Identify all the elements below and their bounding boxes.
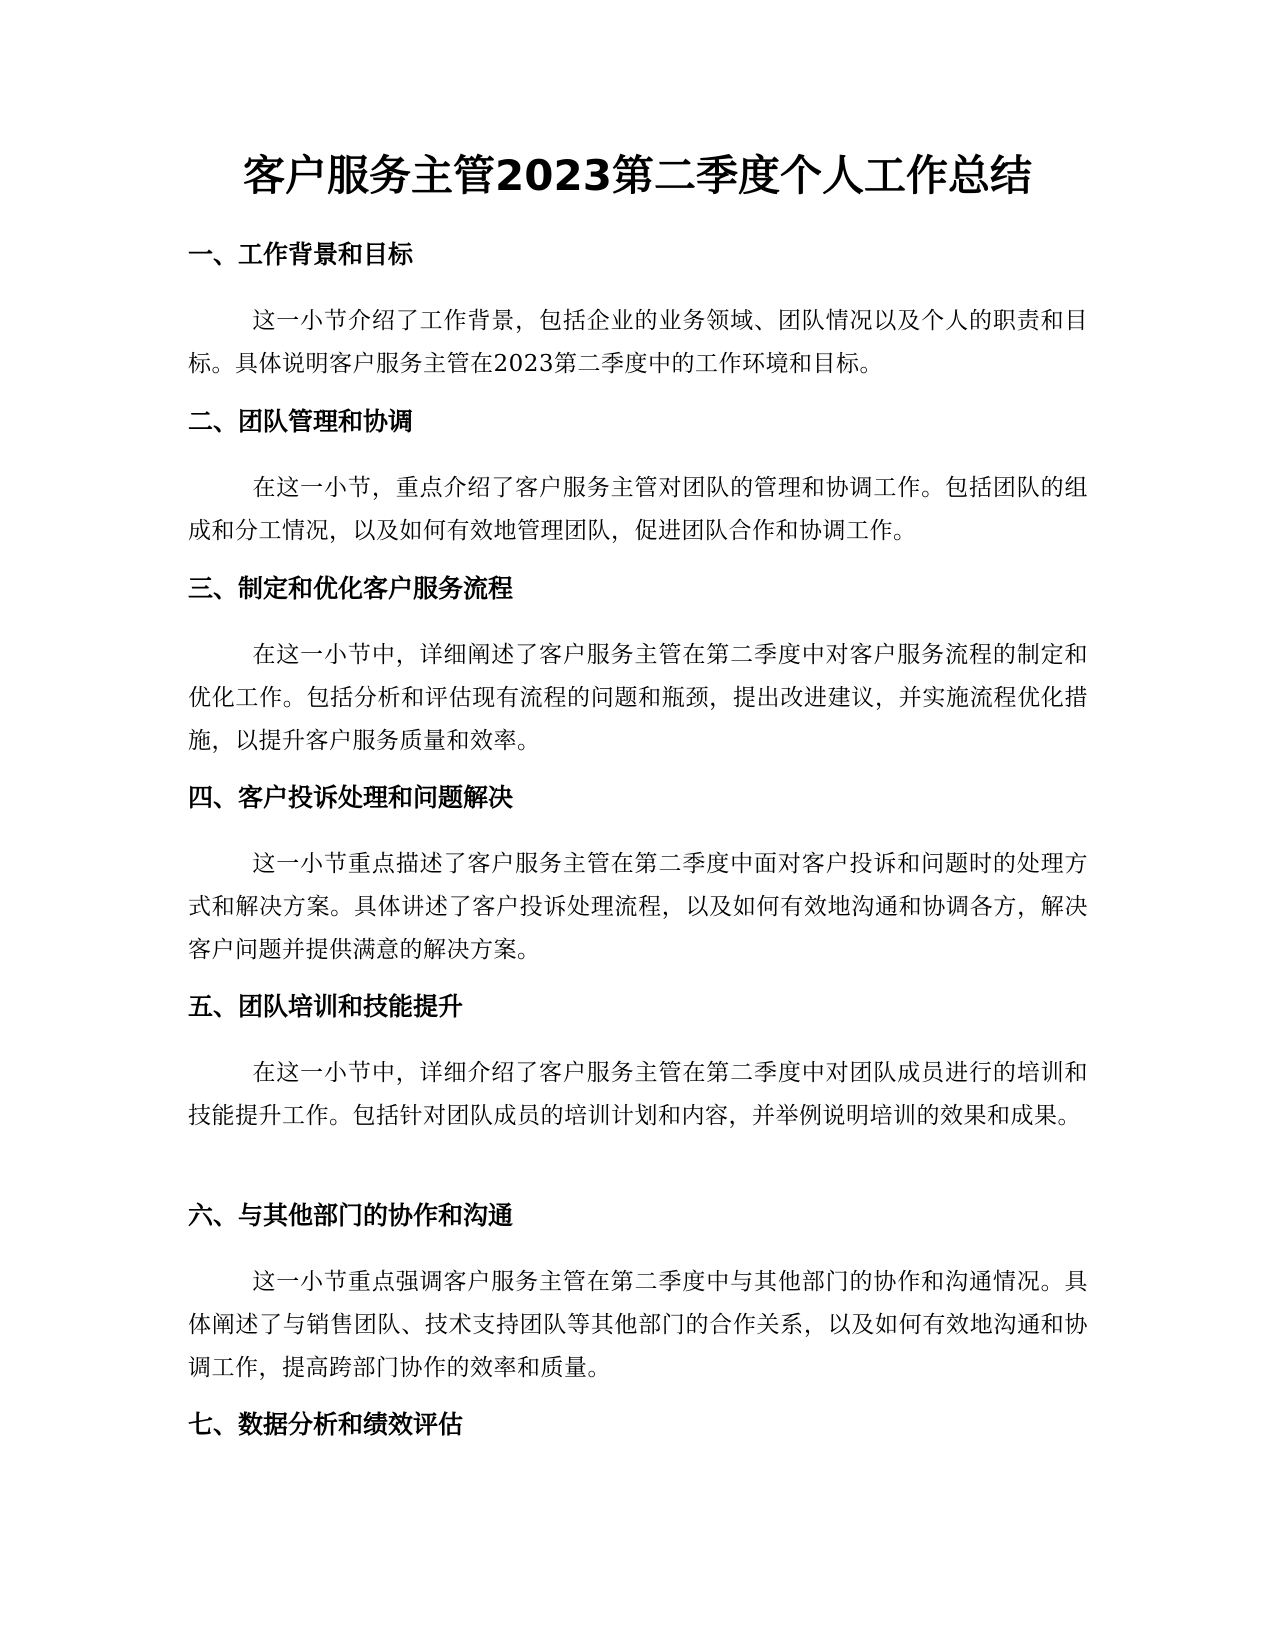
section-4 — [188, 781, 1088, 972]
section-2 — [188, 405, 1088, 553]
section-paragraph: 这一小节介绍了工作背景，包括企业的业务领域、团队情况以及个人的职责和目标。具体说明客户服务主管在2023第二季度中的工作环境和目标。 — [188, 308, 1088, 377]
section-6 — [188, 1199, 1088, 1390]
section-heading: 二、团队管理和协调 — [188, 407, 414, 436]
section-heading: 七、数据分析和绩效评估 — [188, 1410, 464, 1439]
document-title: 客户服务主管2023第二季度个人工作总结 — [243, 151, 1032, 200]
section-paragraph: 这一小节重点强调客户服务主管在第二季度中与其他部门的协作和沟通情况。具体阐述了与销售团队、技术支持团队等其他部门的合作关系，以及如何有效地沟通和协调工作，提高跨部门协作的效率和质量。 — [188, 1269, 1088, 1381]
section-5 — [188, 990, 1088, 1138]
section-heading: 一、工作背景和目标 — [188, 240, 414, 269]
section-paragraph: 在这一小节，重点介绍了客户服务主管对团队的管理和协调工作。包括团队的组成和分工情况，以及如何有效地管理团队，促进团队合作和协调工作。 — [188, 475, 1088, 544]
section-paragraph: 在这一小节中，详细介绍了客户服务主管在第二季度中对团队成员进行的培训和技能提升工作。包括针对团队成员的培训计划和内容，并举例说明培训的效果和成果。 — [188, 1060, 1088, 1129]
section-paragraph: 在这一小节中，详细阐述了客户服务主管在第二季度中对客户服务流程的制定和优化工作。包括分析和评估现有流程的问题和瓶颈，提出改进建议，并实施流程优化措施，以提升客户服务质量和效率。 — [188, 642, 1088, 754]
section-heading: 三、制定和优化客户服务流程 — [188, 574, 514, 603]
section-1 — [188, 238, 1088, 386]
section-paragraph: 这一小节重点描述了客户服务主管在第二季度中面对客户投诉和问题时的处理方式和解决方案。具体讲述了客户投诉处理流程，以及如何有效地沟通和协调各方，解决客户问题并提供满意的解决方案。 — [188, 851, 1088, 963]
section-7 — [188, 1408, 1088, 1442]
section-heading: 六、与其他部门的协作和沟通 — [188, 1201, 514, 1230]
section-3 — [188, 572, 1088, 763]
section-heading: 四、客户投诉处理和问题解决 — [188, 783, 514, 812]
section-heading: 五、团队培训和技能提升 — [188, 992, 464, 1021]
